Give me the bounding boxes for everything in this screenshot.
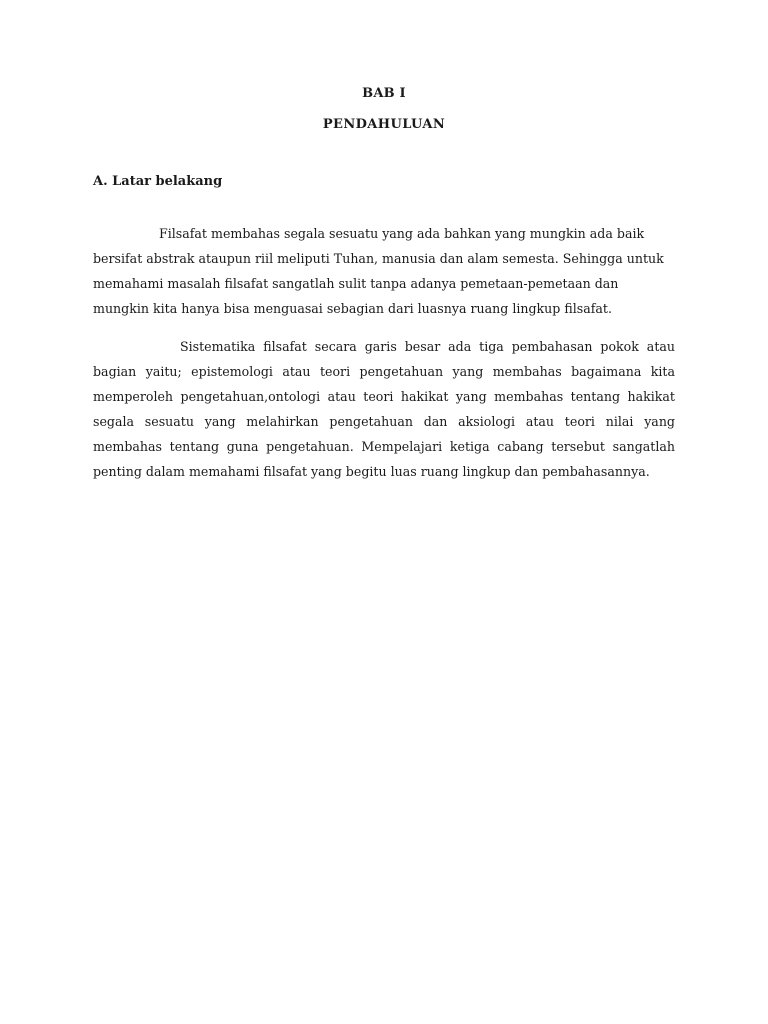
paragraph-2: Sistematika filsafat secara garis besar ada tiga pembahasan pokok atau bagian yaitu; epistemologi atau teori pengetahuan yang membahas bagaimana kita memperoleh pengetahuan,ontologi atau teori hakikat yang membahas tentang hakikat segala sesuatu yang melahirkan pengetahuan dan aksiologi atau teori nilai yang membahas tentang guna pengetahuan. Mempelajari ketiga cabang tersebut sangatlah penting dalam memahami filsafat yang begitu luas ruang lingkup dan pembahasannya. [93, 339, 675, 479]
chapter-number: BAB I [362, 86, 406, 101]
section-heading: A. Latar belakang [93, 174, 223, 189]
chapter-title: PENDAHULUAN [322, 117, 446, 132]
paragraph-1: Filsafat membahas segala sesuatu yang ada bahkan yang mungkin ada baik bersifat abstrak ataupun riil meliputi Tuhan, manusia dan alam semesta. Sehingga untuk memahami masalah filsafat sangatlah sulit tanpa adanya pemetaan-pemetaan dan mungkin kita hanya bisa menguasai sebagian dari luasnya ruang lingkup filsafat. [93, 226, 664, 316]
